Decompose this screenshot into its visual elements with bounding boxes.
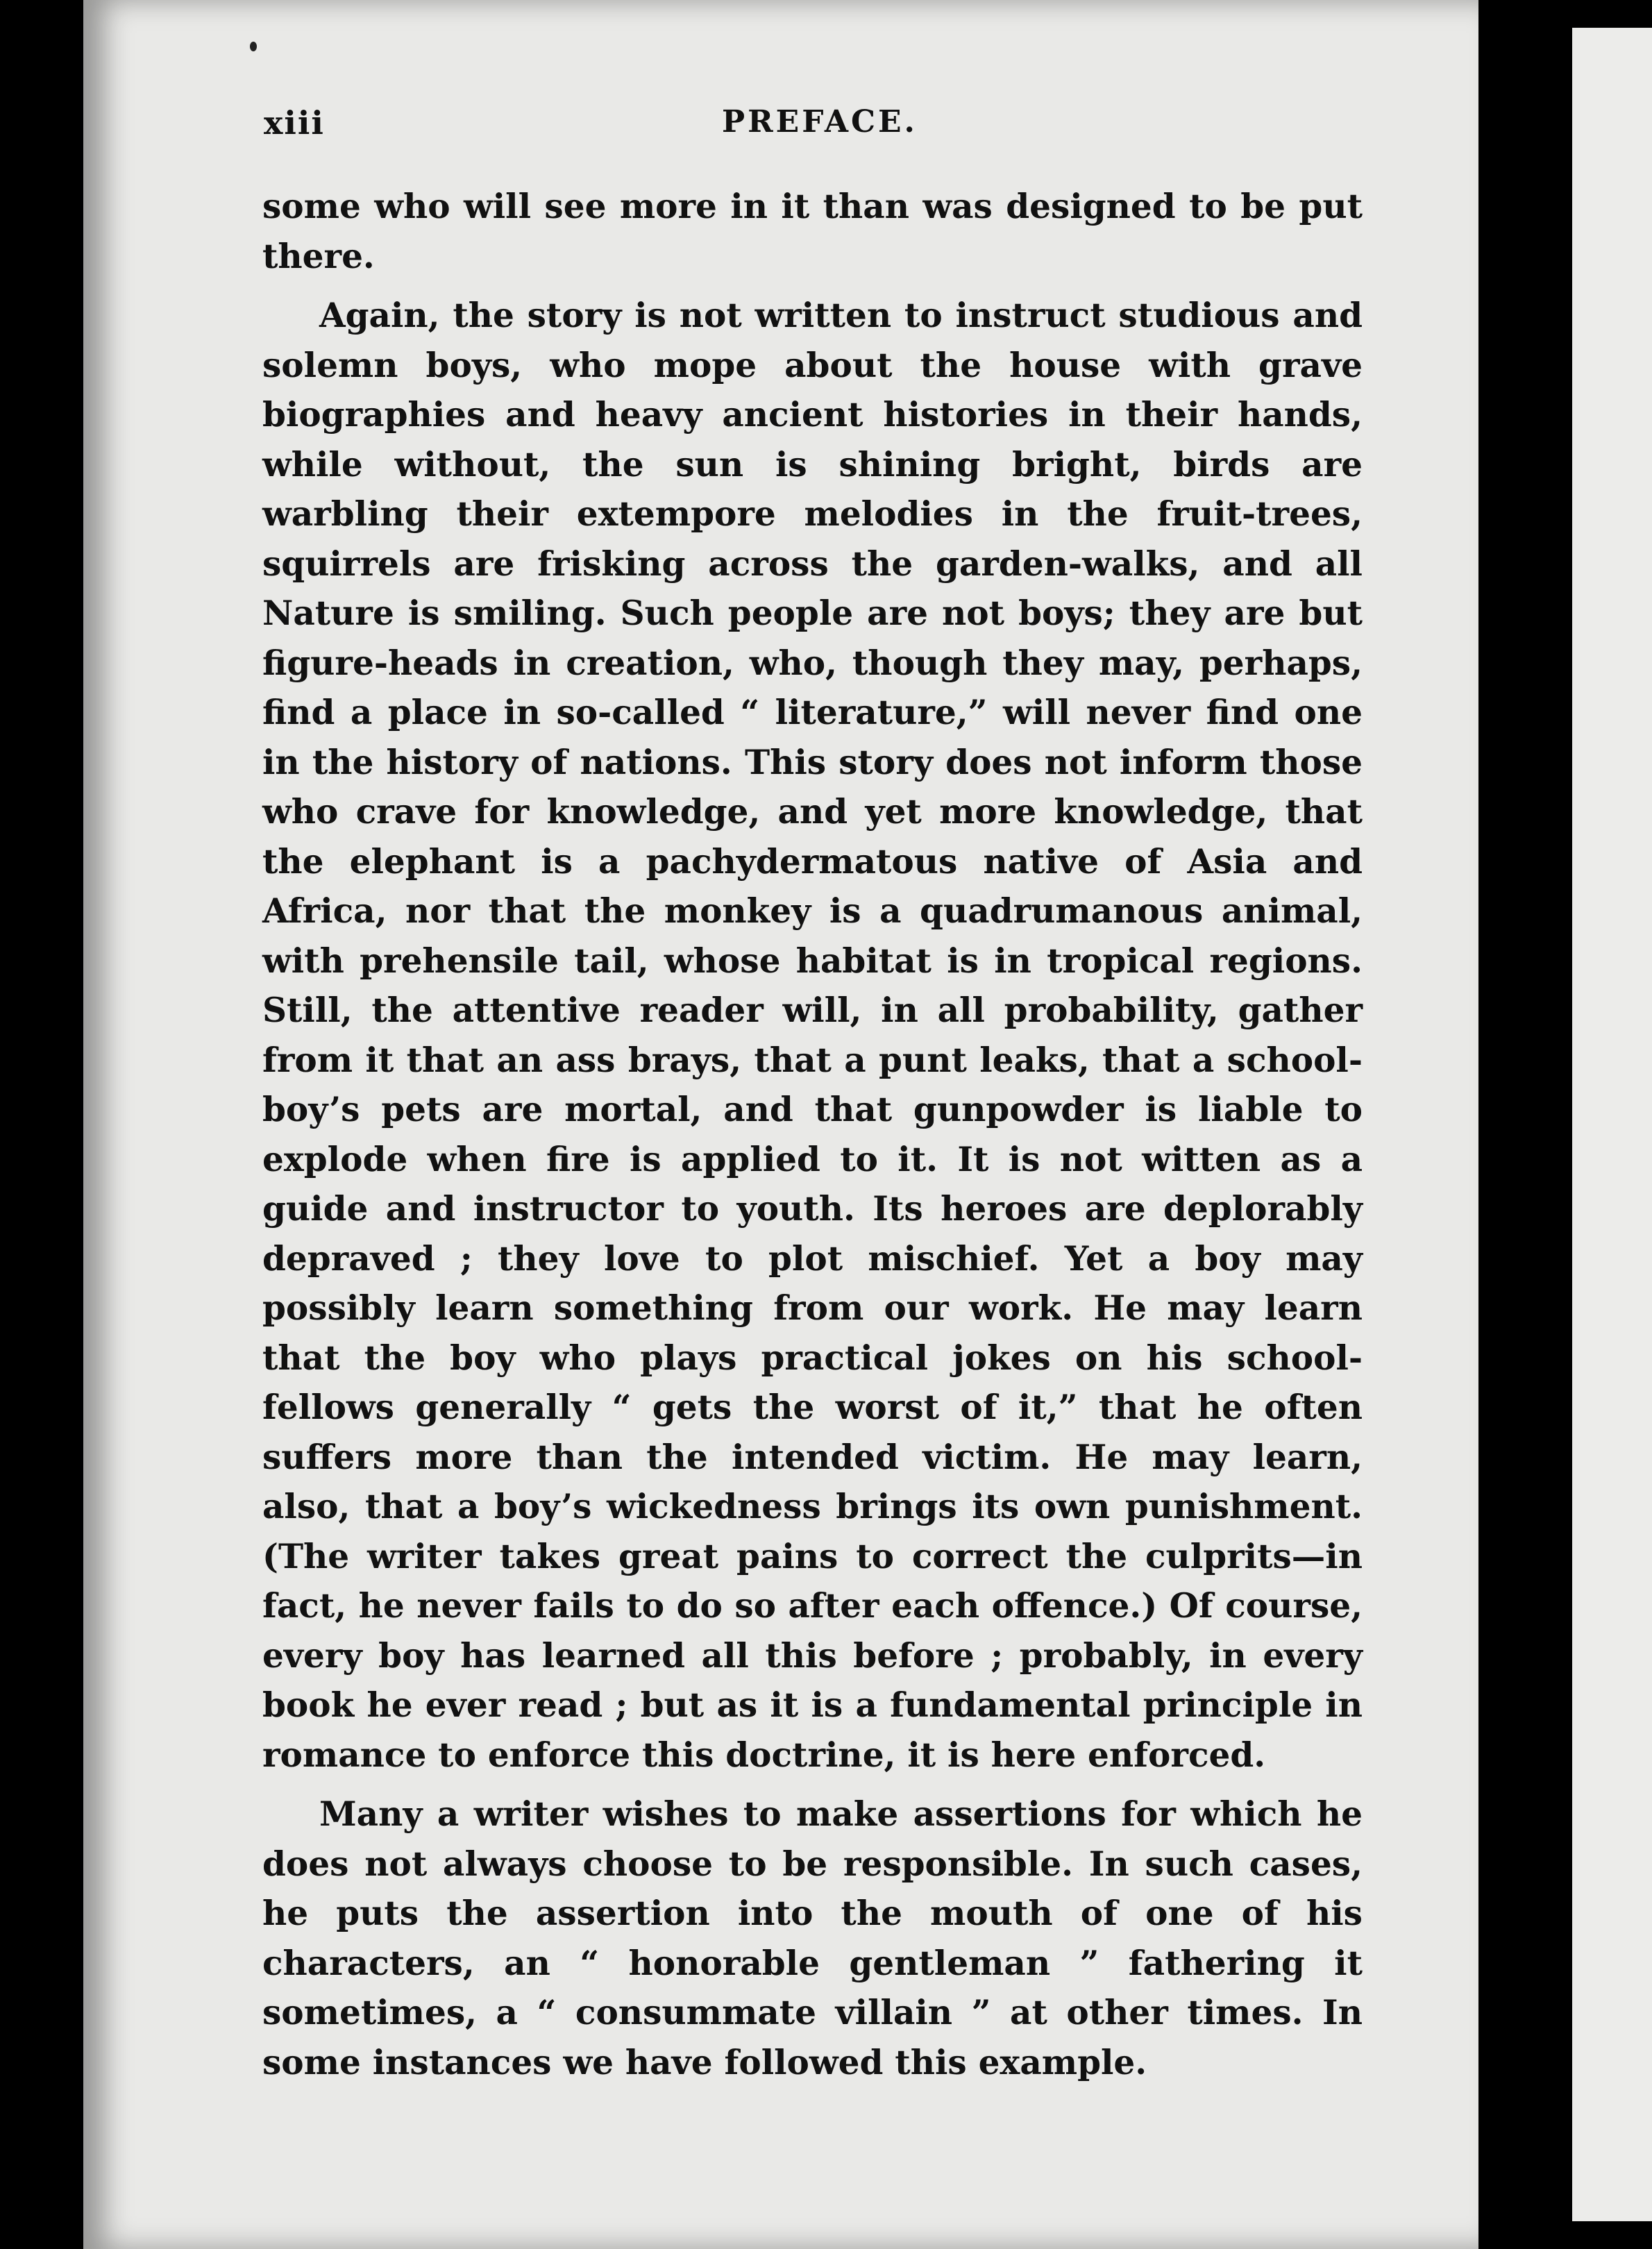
paragraph-continued: some who will see more in it than was designed to be put there. <box>262 187 1363 276</box>
running-title: PREFACE. <box>722 104 918 140</box>
running-head <box>264 104 1360 153</box>
paragraph: Again, the story is not written to instruct studious and solemn boys, who mope about the house with grave biographies and heavy ancient histories in their hands, while without, the sun is shining bright, birds are warbling their extempore melodies in the fruit-trees, squirrels are frisking across the garden-walks, and all Nature is smiling. Such people are not boys; they are but figure-heads in creation, who, though they may, perhaps, find a place in so-called “ literature,” will never find one in the history of nations. This story does not inform those who crave for knowledge, and yet more knowledge, that the elephant is a pachydermatous native of Asia and Africa, nor that the monkey is a quadrumanous animal, with prehensile tail, whose habitat is in tropical regions. Still, the attentive reader will, in all probability, gather from it that an ass brays, that a punt leaks, that a school-boy’s pets are mortal, and that gunpowder is liable to explode when fire is applied to it. It is not witten as a guide and instructor to youth. Its heroes are deplorably depraved ; they love to plot mischief. Yet a boy may possibly learn something from our work. He may learn that the boy who plays practical jokes on his school-fellows generally “ gets the worst of it,” that he often suffers more than the intended victim. He may learn, also, that a boy’s wickedness brings its own punishment. (The writer takes great pains to correct the culprits—in fact, he never fails to do so after each offence.) Of course, every boy has learned all this before ; probably, in every book he ever read ; but as it is a fundamental principle in romance to enforce this doctrine, it is here enforced. <box>262 296 1363 1775</box>
page-body <box>262 182 1363 2097</box>
facing-page-edge <box>1572 28 1652 2221</box>
page-number: xiii <box>264 104 325 142</box>
paragraph: Many a writer wishes to make assertions for which he does not always choose to be responsible. In such cases, he puts the assertion into the mouth of one of his characters, an “ honorable gentleman ” fathering it sometimes, a “ consummate villain ” at other times. In some instances we have followed this example. <box>262 1794 1363 2082</box>
ink-speck <box>250 42 257 51</box>
